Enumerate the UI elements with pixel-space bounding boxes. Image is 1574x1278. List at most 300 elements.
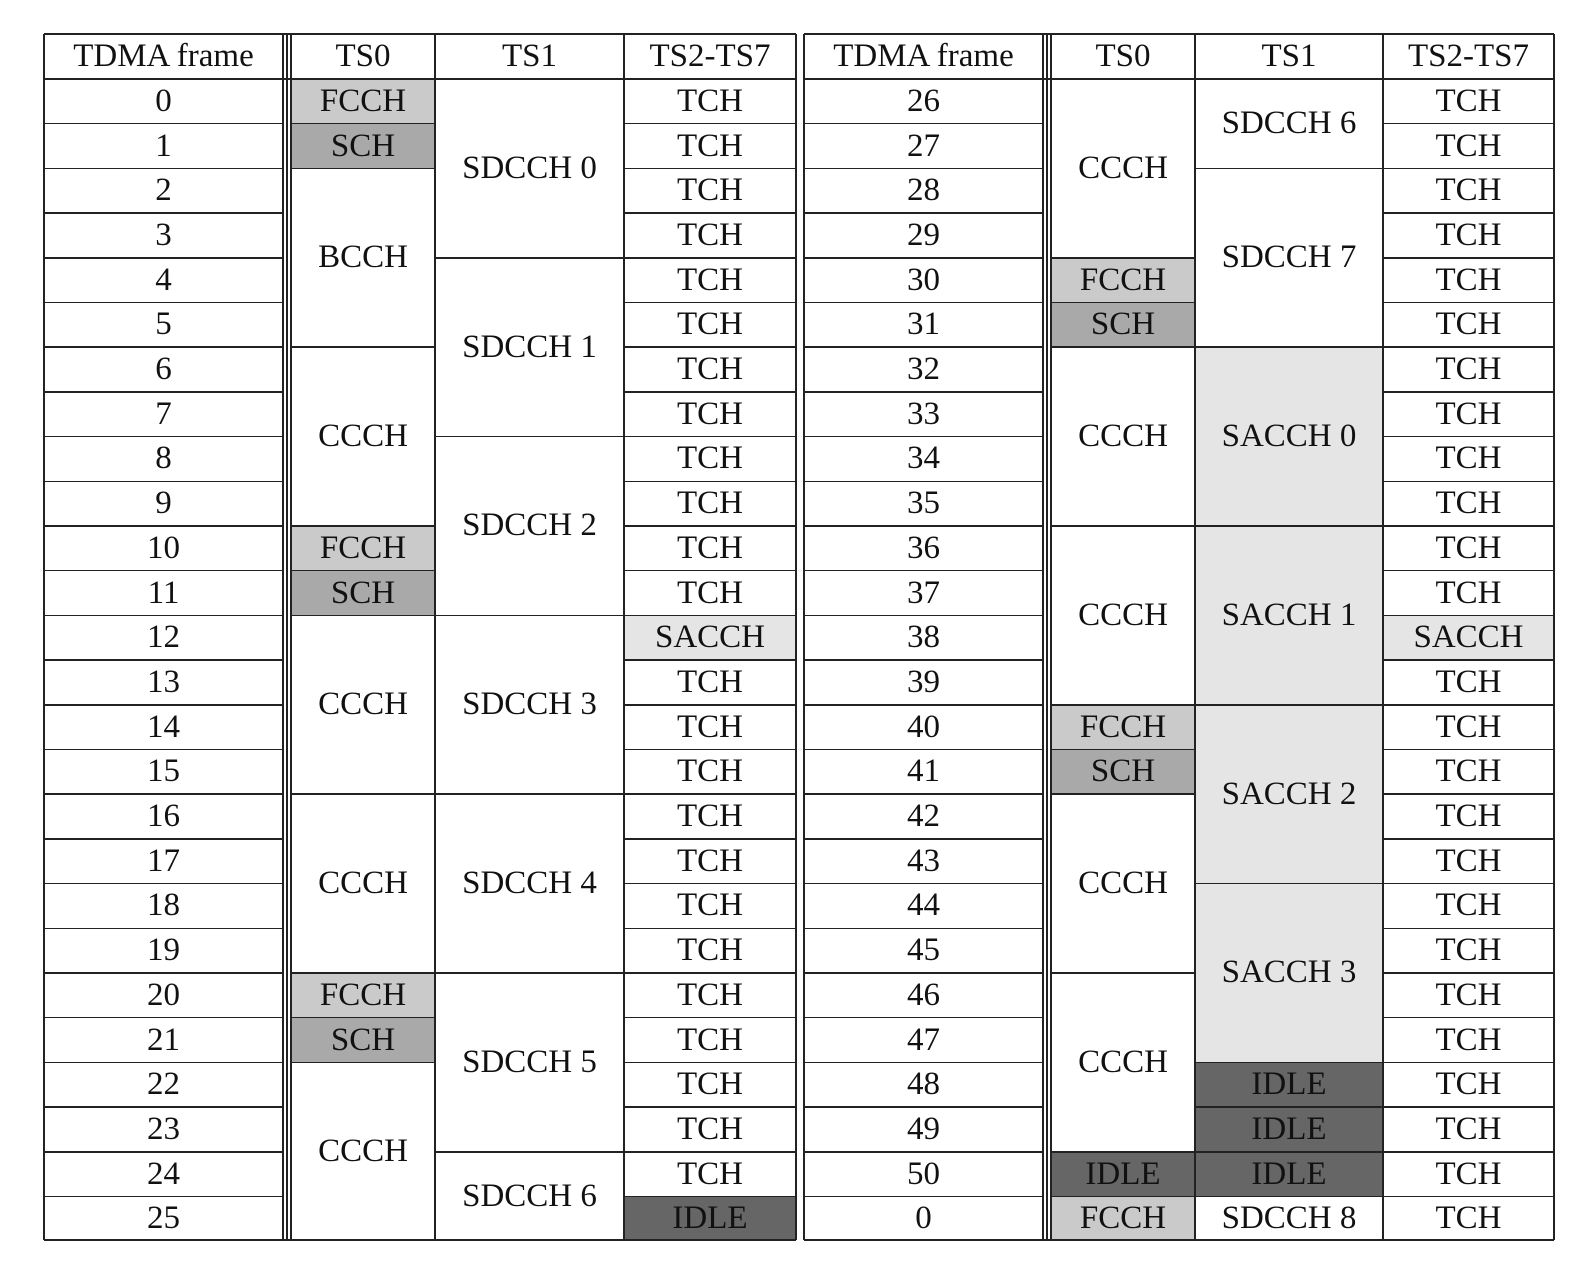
grid-line — [1050, 34, 1052, 1240]
frame-number-cell: 36 — [804, 526, 1043, 571]
grid-line — [1383, 972, 1554, 974]
grid-line — [1383, 391, 1554, 393]
frame-number-cell: 17 — [44, 839, 283, 884]
grid-line — [804, 33, 1554, 35]
frame-number-cell: 34 — [804, 437, 1043, 482]
channel-cell-plain: TCH — [624, 571, 796, 616]
channel-cell-plain: TCH — [1383, 660, 1554, 705]
grid-line — [1383, 1196, 1554, 1198]
frame-number-cell: 38 — [804, 615, 1043, 660]
grid-line — [624, 928, 796, 930]
frame-number-cell: 20 — [44, 973, 283, 1018]
grid-line — [44, 659, 283, 661]
grid-line — [624, 1062, 796, 1064]
grid-line — [44, 212, 283, 214]
grid-line — [44, 78, 796, 80]
grid-line — [435, 257, 624, 259]
grid-line — [624, 659, 796, 661]
channel-cell-plain: SDCCH 8 — [1195, 1197, 1383, 1242]
grid-line — [624, 1151, 796, 1153]
grid-line — [1383, 928, 1554, 930]
grid-line — [804, 168, 1043, 170]
frame-number-cell: 43 — [804, 839, 1043, 884]
channel-cell-idle: IDLE — [624, 1197, 796, 1242]
grid-line — [624, 749, 796, 751]
frame-number-cell: 23 — [44, 1107, 283, 1152]
frame-number-cell: 29 — [804, 213, 1043, 258]
frame-number-cell: 44 — [804, 884, 1043, 929]
channel-cell-sch: SCH — [291, 571, 435, 616]
channel-cell-plain: SDCCH 2 — [435, 437, 624, 616]
grid-line — [1195, 1151, 1383, 1153]
grid-line — [1383, 838, 1554, 840]
grid-line — [1195, 704, 1383, 706]
frame-number-cell: 30 — [804, 258, 1043, 303]
channel-cell-plain: CCCH — [1051, 973, 1195, 1152]
grid-line — [1383, 302, 1554, 304]
grid-line — [435, 436, 624, 438]
grid-line — [291, 123, 435, 125]
grid-line — [804, 302, 1043, 304]
frame-number-cell: 18 — [44, 884, 283, 929]
frame-number-cell: 19 — [44, 928, 283, 973]
grid-line — [44, 1017, 283, 1019]
grid-line — [1383, 749, 1554, 751]
grid-line — [1383, 168, 1554, 170]
frame-number-cell: 35 — [804, 481, 1043, 526]
channel-cell-plain: SDCCH 7 — [1195, 168, 1383, 347]
frame-number-cell: 0 — [804, 1197, 1043, 1242]
channel-cell-plain: TCH — [1383, 481, 1554, 526]
grid-line — [624, 793, 796, 795]
channel-cell-plain: TCH — [1383, 973, 1554, 1018]
grid-line — [282, 34, 284, 1240]
frame-number-cell: 4 — [44, 258, 283, 303]
grid-line — [44, 1062, 283, 1064]
frame-number-cell: 26 — [804, 79, 1043, 124]
grid-line — [624, 212, 796, 214]
channel-cell-plain: TCH — [624, 124, 796, 169]
grid-line — [624, 972, 796, 974]
grid-line — [44, 704, 283, 706]
grid-line — [44, 525, 283, 527]
grid-line — [804, 883, 1043, 885]
grid-line — [1383, 123, 1554, 125]
grid-line — [804, 346, 1043, 348]
grid-line — [804, 1106, 1043, 1108]
grid-line — [43, 34, 45, 1240]
channel-cell-sacch: SACCH 0 — [1195, 347, 1383, 526]
frame-number-cell: 28 — [804, 168, 1043, 213]
channel-cell-fcch: FCCH — [1051, 1197, 1195, 1242]
grid-line — [291, 525, 435, 527]
channel-cell-sacch: SACCH 3 — [1195, 884, 1383, 1063]
frame-number-cell: 16 — [44, 794, 283, 839]
frame-number-cell: 46 — [804, 973, 1043, 1018]
channel-cell-sch: SCH — [1051, 750, 1195, 795]
channel-cell-plain: TCH — [1383, 884, 1554, 929]
frame-number-cell: 15 — [44, 750, 283, 795]
grid-line — [624, 481, 796, 483]
channel-cell-plain: BCCH — [291, 168, 435, 347]
channel-cell-plain: TCH — [1383, 928, 1554, 973]
channel-cell-idle: IDLE — [1195, 1062, 1383, 1107]
grid-line — [804, 1239, 1554, 1241]
grid-line — [44, 570, 283, 572]
grid-line — [624, 1017, 796, 1019]
channel-cell-fcch: FCCH — [291, 973, 435, 1018]
grid-line — [1195, 1106, 1383, 1108]
column-header: TDMA frame — [44, 34, 283, 79]
grid-line — [804, 749, 1043, 751]
grid-line — [804, 972, 1043, 974]
channel-cell-plain: SDCCH 0 — [435, 79, 624, 258]
channel-cell-plain: TCH — [1383, 1062, 1554, 1107]
grid-line — [44, 302, 283, 304]
grid-line — [1383, 1062, 1554, 1064]
channel-cell-plain: TCH — [624, 839, 796, 884]
grid-line — [1553, 34, 1555, 1240]
grid-line — [434, 34, 436, 1240]
grid-line — [44, 1106, 283, 1108]
grid-line — [624, 346, 796, 348]
channel-cell-plain: TCH — [1383, 79, 1554, 124]
channel-cell-plain: TCH — [624, 1107, 796, 1152]
channel-cell-plain: SDCCH 4 — [435, 794, 624, 973]
channel-cell-idle: IDLE — [1051, 1152, 1195, 1197]
channel-cell-plain: TCH — [624, 973, 796, 1018]
grid-line — [624, 704, 796, 706]
grid-line — [44, 793, 283, 795]
channel-cell-plain: TCH — [624, 1018, 796, 1063]
channel-cell-plain: TCH — [624, 794, 796, 839]
column-header: TS1 — [435, 34, 624, 79]
grid-line — [44, 436, 283, 438]
channel-cell-plain: TCH — [624, 347, 796, 392]
channel-cell-plain: CCCH — [1051, 347, 1195, 526]
channel-cell-plain: SDCCH 3 — [435, 615, 624, 794]
channel-cell-fcch: FCCH — [1051, 258, 1195, 303]
channel-cell-plain: TCH — [1383, 1152, 1554, 1197]
channel-cell-plain: SDCCH 1 — [435, 258, 624, 437]
grid-line — [1383, 212, 1554, 214]
grid-line — [1051, 1196, 1195, 1198]
grid-line — [1051, 793, 1195, 795]
grid-line — [624, 838, 796, 840]
grid-line — [44, 838, 283, 840]
grid-line — [435, 1151, 624, 1153]
column-header: TDMA frame — [804, 34, 1043, 79]
channel-cell-plain: TCH — [624, 437, 796, 482]
grid-line — [804, 257, 1043, 259]
channel-cell-sch: SCH — [291, 124, 435, 169]
frame-number-cell: 1 — [44, 124, 283, 169]
grid-line — [1382, 34, 1384, 1240]
channel-cell-fcch: FCCH — [291, 79, 435, 124]
channel-cell-plain: TCH — [1383, 168, 1554, 213]
grid-line — [1383, 1151, 1554, 1153]
frame-number-cell: 25 — [44, 1197, 283, 1242]
frame-number-cell: 3 — [44, 213, 283, 258]
channel-cell-plain: CCCH — [291, 615, 435, 794]
frame-number-cell: 21 — [44, 1018, 283, 1063]
grid-line — [291, 615, 435, 617]
grid-line — [624, 883, 796, 885]
channel-cell-fcch: FCCH — [291, 526, 435, 571]
frame-number-cell: 10 — [44, 526, 283, 571]
channel-cell-sacch: SACCH 1 — [1195, 526, 1383, 705]
channel-cell-plain: TCH — [1383, 1107, 1554, 1152]
grid-line — [624, 123, 796, 125]
channel-cell-sacch: SACCH 2 — [1195, 705, 1383, 884]
frame-number-cell: 47 — [804, 1018, 1043, 1063]
grid-line — [1383, 1106, 1554, 1108]
channel-cell-plain: TCH — [1383, 347, 1554, 392]
grid-line — [44, 168, 283, 170]
frame-number-cell: 33 — [804, 392, 1043, 437]
grid-line — [804, 436, 1043, 438]
frame-number-cell: 39 — [804, 660, 1043, 705]
grid-line — [44, 391, 283, 393]
channel-cell-plain: TCH — [1383, 705, 1554, 750]
channel-cell-plain: TCH — [624, 392, 796, 437]
grid-line — [1195, 1062, 1383, 1064]
frame-number-cell: 24 — [44, 1152, 283, 1197]
grid-line — [435, 972, 624, 974]
grid-line — [1383, 570, 1554, 572]
grid-line — [44, 1239, 796, 1241]
frame-number-cell: 41 — [804, 750, 1043, 795]
channel-cell-sch: SCH — [291, 1018, 435, 1063]
grid-line — [291, 1062, 435, 1064]
frame-number-cell: 6 — [44, 347, 283, 392]
grid-line — [44, 749, 283, 751]
grid-line — [1051, 346, 1195, 348]
grid-line — [44, 883, 283, 885]
channel-cell-plain: TCH — [1383, 1018, 1554, 1063]
grid-line — [1042, 34, 1044, 1240]
grid-line — [624, 168, 796, 170]
grid-line — [804, 212, 1043, 214]
grid-line — [1051, 704, 1195, 706]
frame-number-cell: 14 — [44, 705, 283, 750]
grid-line — [44, 928, 283, 930]
channel-cell-plain: TCH — [624, 1152, 796, 1197]
grid-line — [804, 1017, 1043, 1019]
grid-line — [1051, 972, 1195, 974]
column-header: TS2-TS7 — [624, 34, 796, 79]
column-header: TS2-TS7 — [1383, 34, 1554, 79]
channel-cell-plain: TCH — [1383, 258, 1554, 303]
channel-cell-plain: TCH — [1383, 1197, 1554, 1242]
grid-line — [624, 615, 796, 617]
frame-number-cell: 2 — [44, 168, 283, 213]
grid-line — [1195, 1196, 1383, 1198]
grid-line — [624, 436, 796, 438]
grid-line — [804, 1062, 1043, 1064]
channel-cell-plain: TCH — [1383, 839, 1554, 884]
grid-line — [804, 525, 1043, 527]
frame-number-cell: 27 — [804, 124, 1043, 169]
grid-line — [804, 615, 1043, 617]
grid-line — [804, 928, 1043, 930]
channel-cell-sacch: SACCH — [624, 615, 796, 660]
grid-line — [804, 704, 1043, 706]
grid-line — [624, 1196, 796, 1198]
grid-line — [624, 570, 796, 572]
grid-line — [291, 346, 435, 348]
grid-line — [803, 34, 805, 1240]
grid-line — [624, 525, 796, 527]
grid-line — [624, 302, 796, 304]
channel-cell-plain: SDCCH 5 — [435, 973, 624, 1152]
channel-cell-sacch: SACCH — [1383, 615, 1554, 660]
channel-cell-plain: TCH — [1383, 303, 1554, 348]
grid-line — [804, 1196, 1043, 1198]
channel-cell-plain: TCH — [1383, 437, 1554, 482]
channel-cell-plain: SDCCH 6 — [435, 1152, 624, 1241]
channel-cell-plain: TCH — [1383, 571, 1554, 616]
frame-number-cell: 45 — [804, 928, 1043, 973]
channel-cell-plain: CCCH — [1051, 794, 1195, 973]
grid-line — [44, 1151, 283, 1153]
frame-number-cell: 37 — [804, 571, 1043, 616]
grid-line — [435, 615, 624, 617]
channel-cell-plain: TCH — [624, 705, 796, 750]
channel-cell-plain: CCCH — [291, 794, 435, 973]
channel-cell-plain: TCH — [624, 213, 796, 258]
channel-cell-plain: TCH — [624, 303, 796, 348]
channel-cell-plain: TCH — [624, 168, 796, 213]
channel-cell-plain: TCH — [1383, 750, 1554, 795]
frame-number-cell: 13 — [44, 660, 283, 705]
frame-number-cell: 7 — [44, 392, 283, 437]
grid-line — [291, 1017, 435, 1019]
channel-cell-idle: IDLE — [1195, 1107, 1383, 1152]
grid-line — [44, 123, 283, 125]
channel-cell-plain: TCH — [624, 884, 796, 929]
channel-cell-plain: TCH — [1383, 794, 1554, 839]
grid-line — [804, 123, 1043, 125]
frame-number-cell: 5 — [44, 303, 283, 348]
column-header: TS0 — [1051, 34, 1195, 79]
channel-cell-plain: SDCCH 6 — [1195, 79, 1383, 168]
frame-number-cell: 11 — [44, 571, 283, 616]
grid-line — [1195, 168, 1383, 170]
grid-line — [1051, 302, 1195, 304]
grid-line — [291, 570, 435, 572]
channel-cell-plain: TCH — [624, 1062, 796, 1107]
grid-line — [291, 972, 435, 974]
grid-line — [804, 793, 1043, 795]
column-header: TS1 — [1195, 34, 1383, 79]
channel-cell-plain: TCH — [624, 258, 796, 303]
grid-line — [804, 659, 1043, 661]
grid-line — [1383, 1017, 1554, 1019]
frame-number-cell: 32 — [804, 347, 1043, 392]
channel-cell-plain: TCH — [1383, 526, 1554, 571]
grid-line — [290, 34, 292, 1240]
grid-line — [795, 34, 797, 1240]
grid-line — [804, 1151, 1043, 1153]
channel-cell-plain: CCCH — [291, 1062, 435, 1241]
grid-line — [1046, 34, 1048, 1240]
frame-number-cell: 31 — [804, 303, 1043, 348]
channel-cell-fcch: FCCH — [1051, 705, 1195, 750]
frame-number-cell: 50 — [804, 1152, 1043, 1197]
channel-cell-plain: TCH — [1383, 213, 1554, 258]
grid-line — [1383, 615, 1554, 617]
grid-line — [1383, 481, 1554, 483]
channel-cell-plain: TCH — [624, 79, 796, 124]
grid-line — [44, 1196, 283, 1198]
grid-line — [1383, 346, 1554, 348]
grid-line — [1383, 436, 1554, 438]
grid-line — [1195, 883, 1383, 885]
channel-cell-idle: IDLE — [1195, 1152, 1383, 1197]
grid-line — [623, 34, 625, 1240]
grid-line — [44, 972, 283, 974]
grid-line — [804, 481, 1043, 483]
grid-line — [804, 391, 1043, 393]
frame-number-cell: 42 — [804, 794, 1043, 839]
frame-number-cell: 9 — [44, 481, 283, 526]
grid-line — [624, 1106, 796, 1108]
frame-number-cell: 0 — [44, 79, 283, 124]
grid-line — [1195, 525, 1383, 527]
frame-number-cell: 49 — [804, 1107, 1043, 1152]
channel-cell-plain: TCH — [624, 660, 796, 705]
grid-line — [624, 391, 796, 393]
grid-line — [1383, 793, 1554, 795]
channel-cell-plain: TCH — [624, 481, 796, 526]
grid-line — [44, 615, 283, 617]
channel-cell-plain: TCH — [1383, 124, 1554, 169]
channel-cell-plain: CCCH — [1051, 79, 1195, 258]
grid-line — [1051, 1151, 1195, 1153]
grid-line — [1194, 34, 1196, 1240]
grid-line — [804, 838, 1043, 840]
grid-line — [435, 793, 624, 795]
grid-line — [1051, 749, 1195, 751]
grid-line — [1383, 659, 1554, 661]
channel-cell-plain: TCH — [624, 750, 796, 795]
grid-line — [804, 78, 1554, 80]
grid-line — [624, 257, 796, 259]
grid-line — [1051, 257, 1195, 259]
grid-line — [44, 346, 283, 348]
grid-line — [1383, 257, 1554, 259]
grid-line — [44, 33, 796, 35]
frame-number-cell: 8 — [44, 437, 283, 482]
channel-cell-plain: CCCH — [1051, 526, 1195, 705]
grid-line — [291, 793, 435, 795]
frame-number-cell: 22 — [44, 1062, 283, 1107]
channel-cell-plain: TCH — [624, 928, 796, 973]
grid-line — [44, 257, 283, 259]
grid-line — [1383, 883, 1554, 885]
grid-line — [1195, 346, 1383, 348]
grid-line — [44, 481, 283, 483]
channel-cell-sch: SCH — [1051, 303, 1195, 348]
column-header: TS0 — [291, 34, 435, 79]
grid-line — [1383, 704, 1554, 706]
channel-cell-plain: TCH — [624, 526, 796, 571]
grid-line — [291, 168, 435, 170]
frame-number-cell: 12 — [44, 615, 283, 660]
frame-number-cell: 48 — [804, 1062, 1043, 1107]
grid-line — [1383, 525, 1554, 527]
